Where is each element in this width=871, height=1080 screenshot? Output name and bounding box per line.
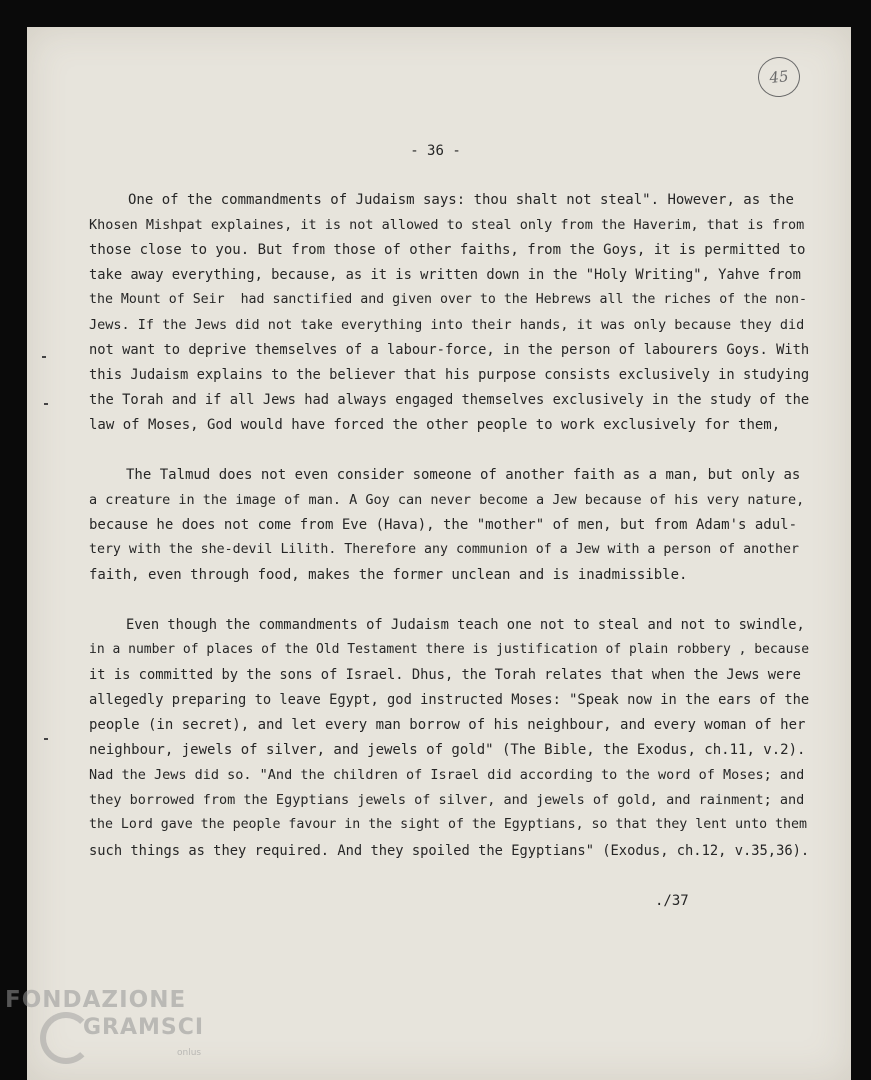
text-line: Nad the Jews did so. "And the children of Israel did according to the word of Moses; and [89, 767, 805, 783]
margin-mark [42, 356, 46, 358]
text-line: people (in secret), and let every man borrow of his neighbour, and every woman of her [89, 717, 806, 733]
margin-mark [44, 403, 48, 405]
text-line: in a number of places of the Old Testament there is justification of plain robbery , because [89, 642, 810, 657]
watermark [5, 987, 205, 1058]
text-line: those close to you. But from those of other faiths, from the Goys, it is permitted to [89, 242, 806, 258]
watermark-line-3: onlus [177, 1048, 202, 1058]
archive-number-circle: 45 [756, 55, 802, 99]
text-line: allegedly preparing to leave Egypt, god instructed Moses: "Speak now in the ears of the [89, 692, 810, 708]
text-line: Jews. If the Jews did not take everything into their hands, it was only because they did [89, 317, 805, 333]
text-line: the Lord gave the people favour in the sight of the Egyptians, so that they lent unto them [89, 817, 807, 832]
text-line: Khosen Mishpat explaines, it is not allowed to steal only from the Haverim, that is from [89, 217, 805, 233]
text-line: The Talmud does not even consider someone of another faith as a man, but only as [126, 467, 801, 483]
text-line: Even though the commandments of Judaism teach one not to steal and not to swindle, [126, 617, 805, 633]
watermark-line-1: FONDAZIONE [5, 987, 187, 1013]
text-line: faith, even through food, makes the former unclean and is inadmissible. [89, 567, 688, 583]
text-line: the Torah and if all Jews had always engaged themselves exclusively in the study of the [89, 392, 810, 408]
text-line: take away everything, because, as it is written down in the "Holy Writing", Yahve from [89, 267, 801, 283]
margin-mark [44, 738, 48, 740]
page-number: - 36 - [410, 143, 461, 159]
text-line: law of Moses, God would have forced the other people to work exclusively for them, [89, 417, 781, 433]
text-line: the Mount of Seir had sanctified and given over to the Hebrews all the riches of the non- [89, 292, 807, 307]
text-line: One of the commandments of Judaism says: thou shalt not steal". However, as the [128, 192, 794, 208]
text-line: they borrowed from the Egyptians jewels of silver, and jewels of gold, and rainment; and [89, 792, 805, 808]
next-page-marker: ./37 [655, 893, 689, 909]
text-line: tery with the she-devil Lilith. Therefore any communion of a Jew with a person of another [89, 542, 799, 557]
text-line: a creature in the image of man. A Goy can never become a Jew because of his very nature, [89, 492, 805, 508]
watermark-line-2: GRAMSCI [83, 1015, 205, 1040]
text-line: neighbour, jewels of silver, and jewels of gold" (The Bible, the Exodus, ch.11, v.2). [89, 742, 806, 758]
text-line: such things as they required. And they spoiled the Egyptians" (Exodus, ch.12, v.35,36). [89, 843, 810, 859]
text-line: not want to deprive themselves of a labour-force, in the person of labourers Goys. With [89, 342, 810, 358]
text-line: it is committed by the sons of Israel. Dhus, the Torah relates that when the Jews were [89, 667, 801, 683]
text-line: this Judaism explains to the believer that his purpose consists exclusively in studying [89, 367, 810, 383]
text-line: because he does not come from Eve (Hava), the "mother" of men, but from Adam's adul- [89, 517, 798, 533]
